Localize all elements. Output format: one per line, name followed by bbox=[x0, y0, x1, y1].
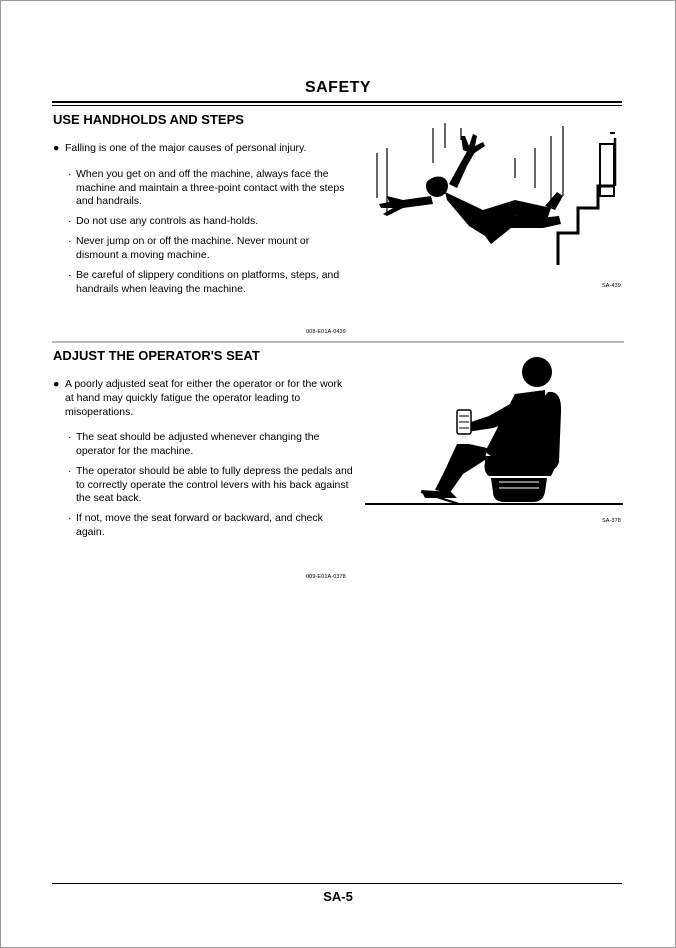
bullet-mark-icon: · bbox=[68, 168, 72, 180]
bullet-mark-icon: · bbox=[68, 465, 72, 477]
bullet-dot-icon: ● bbox=[53, 142, 60, 154]
list-item: · Do not use any controls as hand-holds. bbox=[68, 215, 259, 227]
page-number: SA-5 bbox=[323, 889, 353, 904]
bullet-mark-icon: · bbox=[68, 215, 72, 227]
list-item: · If not, move the seat forward or backward, and check again. bbox=[68, 512, 323, 538]
bullet-intro: ● A poorly adjusted seat for either the operator or for the work at hand may quickly fatigue the operator leading to misoperations. bbox=[53, 378, 343, 418]
doc-code: 009-E01A-0378 bbox=[306, 574, 346, 580]
header-rule bbox=[52, 101, 622, 103]
list-item: · The seat should be adjusted whenever changing the operator for the machine. bbox=[68, 431, 320, 457]
doc-code: 008-E01A-0439 bbox=[306, 329, 346, 335]
figure-label: SA-439 bbox=[602, 283, 621, 289]
section-title: ADJUST THE OPERATOR'S SEAT bbox=[53, 348, 260, 363]
bullet-mark-icon: · bbox=[68, 512, 72, 524]
bullet-intro: ● Falling is one of the major causes of personal injury. bbox=[53, 142, 307, 154]
bullet-mark-icon: · bbox=[68, 269, 72, 281]
figure-label: SA-378 bbox=[602, 518, 621, 524]
section-divider bbox=[52, 341, 624, 343]
bullet-mark-icon: · bbox=[68, 431, 72, 443]
list-item: · The operator should be able to fully depress the pedals and to correctly operate the control levers with his back against the seat back. bbox=[68, 465, 353, 504]
list-item: · When you get on and off the machine, always face the machine and maintain a three-point contact with the steps and handrails. bbox=[68, 168, 345, 207]
seated-operator-figure bbox=[365, 352, 625, 512]
bullet-dot-icon: ● bbox=[53, 378, 60, 390]
page-title: SAFETY bbox=[304, 79, 372, 96]
list-item: · Never jump on or off the machine. Never mount or dismount a moving machine. bbox=[68, 235, 310, 261]
section-title: USE HANDHOLDS AND STEPS bbox=[53, 112, 244, 127]
falling-worker-figure bbox=[365, 118, 625, 273]
bullet-mark-icon: · bbox=[68, 235, 72, 247]
footer-rule bbox=[52, 883, 622, 884]
list-item: · Be careful of slippery conditions on platforms, steps, and handrails when leaving the machine. bbox=[68, 269, 340, 295]
header-rule-thin bbox=[52, 105, 622, 106]
